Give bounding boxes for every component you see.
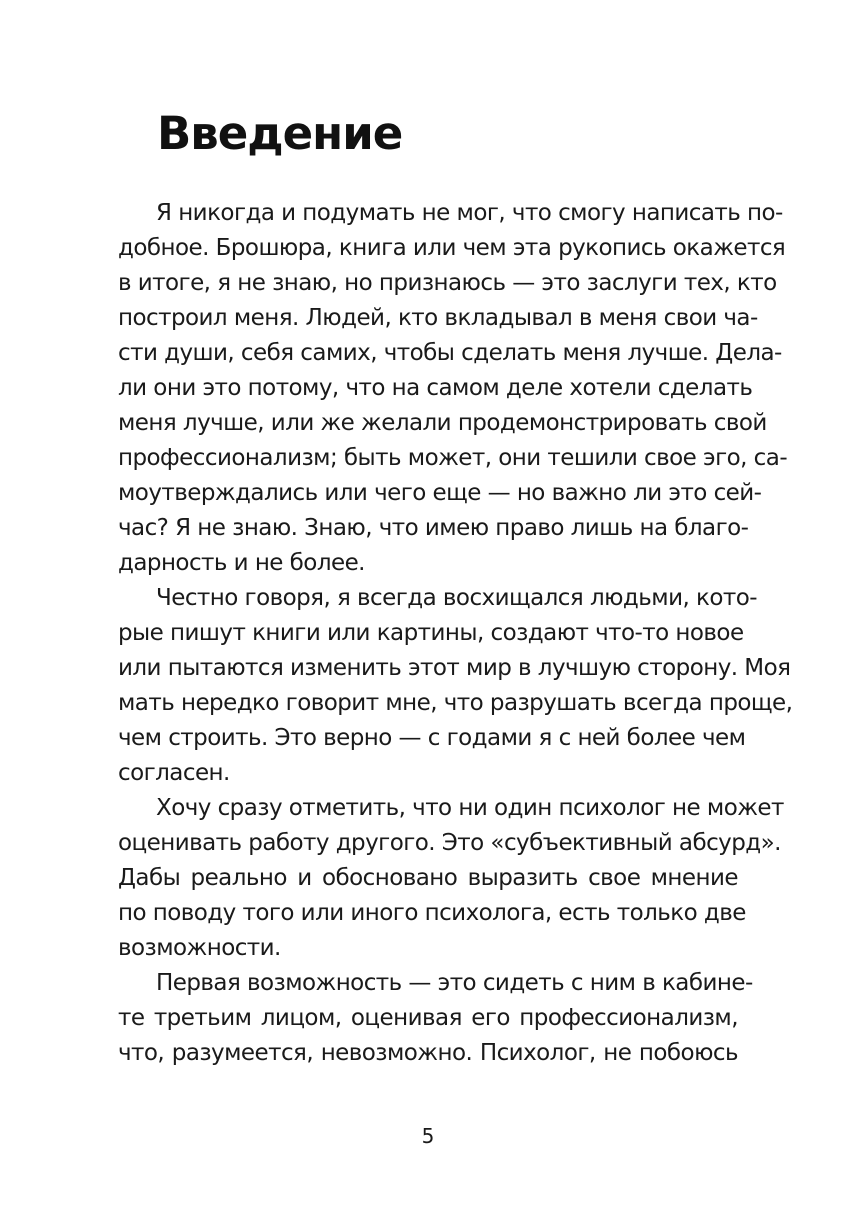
text-line: Хочу сразу отметить, что ни один психолог не может	[156, 795, 784, 821]
text-line: в итоге, я не знаю, но признаюсь — это заслуги тех, кто	[118, 270, 777, 296]
chapter-title: Введение	[157, 107, 403, 160]
body-text	[118, 196, 793, 1071]
page-number: 5	[421, 1124, 435, 1148]
text-line: добное. Брошюра, книга или чем эта рукопись окажется	[118, 235, 786, 261]
text-line: что, разумеется, невозможно. Психолог, не побоюсь	[118, 1040, 738, 1066]
text-line: оценивать работу другого. Это «субъективный абсурд».	[118, 830, 781, 856]
text-line: чем строить. Это верно — с годами я с ней более чем	[118, 725, 746, 751]
text-line: час? Я не знаю. Знаю, что имею право лишь на благо-	[118, 515, 749, 541]
text-line: Честно говоря, я всегда восхищался людьми, кото-	[156, 585, 757, 611]
text-line: дарность и не более.	[118, 550, 365, 576]
text-line: моутверждались или чего еще — но важно ли это сей-	[118, 480, 762, 506]
text-line: Дабы реально и обосновано выразить свое мнение	[118, 865, 738, 891]
text-line: рые пишут книги или картины, создают что-то новое	[118, 620, 744, 646]
text-line: профессионализм; быть может, они тешили свое эго, са-	[118, 445, 788, 471]
text-line: мать нередко говорит мне, что разрушать всегда проще,	[118, 690, 793, 716]
text-line: построил меня. Людей, кто вкладывал в меня свои ча-	[118, 305, 758, 331]
text-line: те третьим лицом, оценивая его профессионализм,	[118, 1005, 738, 1031]
text-line: меня лучше, или же желали продемонстрировать свой	[118, 410, 767, 436]
text-line: Я никогда и подумать не мог, что смогу написать по-	[156, 200, 783, 226]
text-line: по поводу того или иного психолога, есть только две	[118, 900, 746, 926]
text-line: ли они это потому, что на самом деле хотели сделать	[118, 375, 753, 401]
text-line: согласен.	[118, 760, 230, 786]
text-line: или пытаются изменить этот мир в лучшую сторону. Моя	[118, 655, 791, 681]
text-line: возможности.	[118, 935, 281, 961]
text-line: Первая возможность — это сидеть с ним в кабине-	[156, 970, 753, 996]
text-line: сти души, себя самих, чтобы сделать меня лучше. Дела-	[118, 340, 782, 366]
